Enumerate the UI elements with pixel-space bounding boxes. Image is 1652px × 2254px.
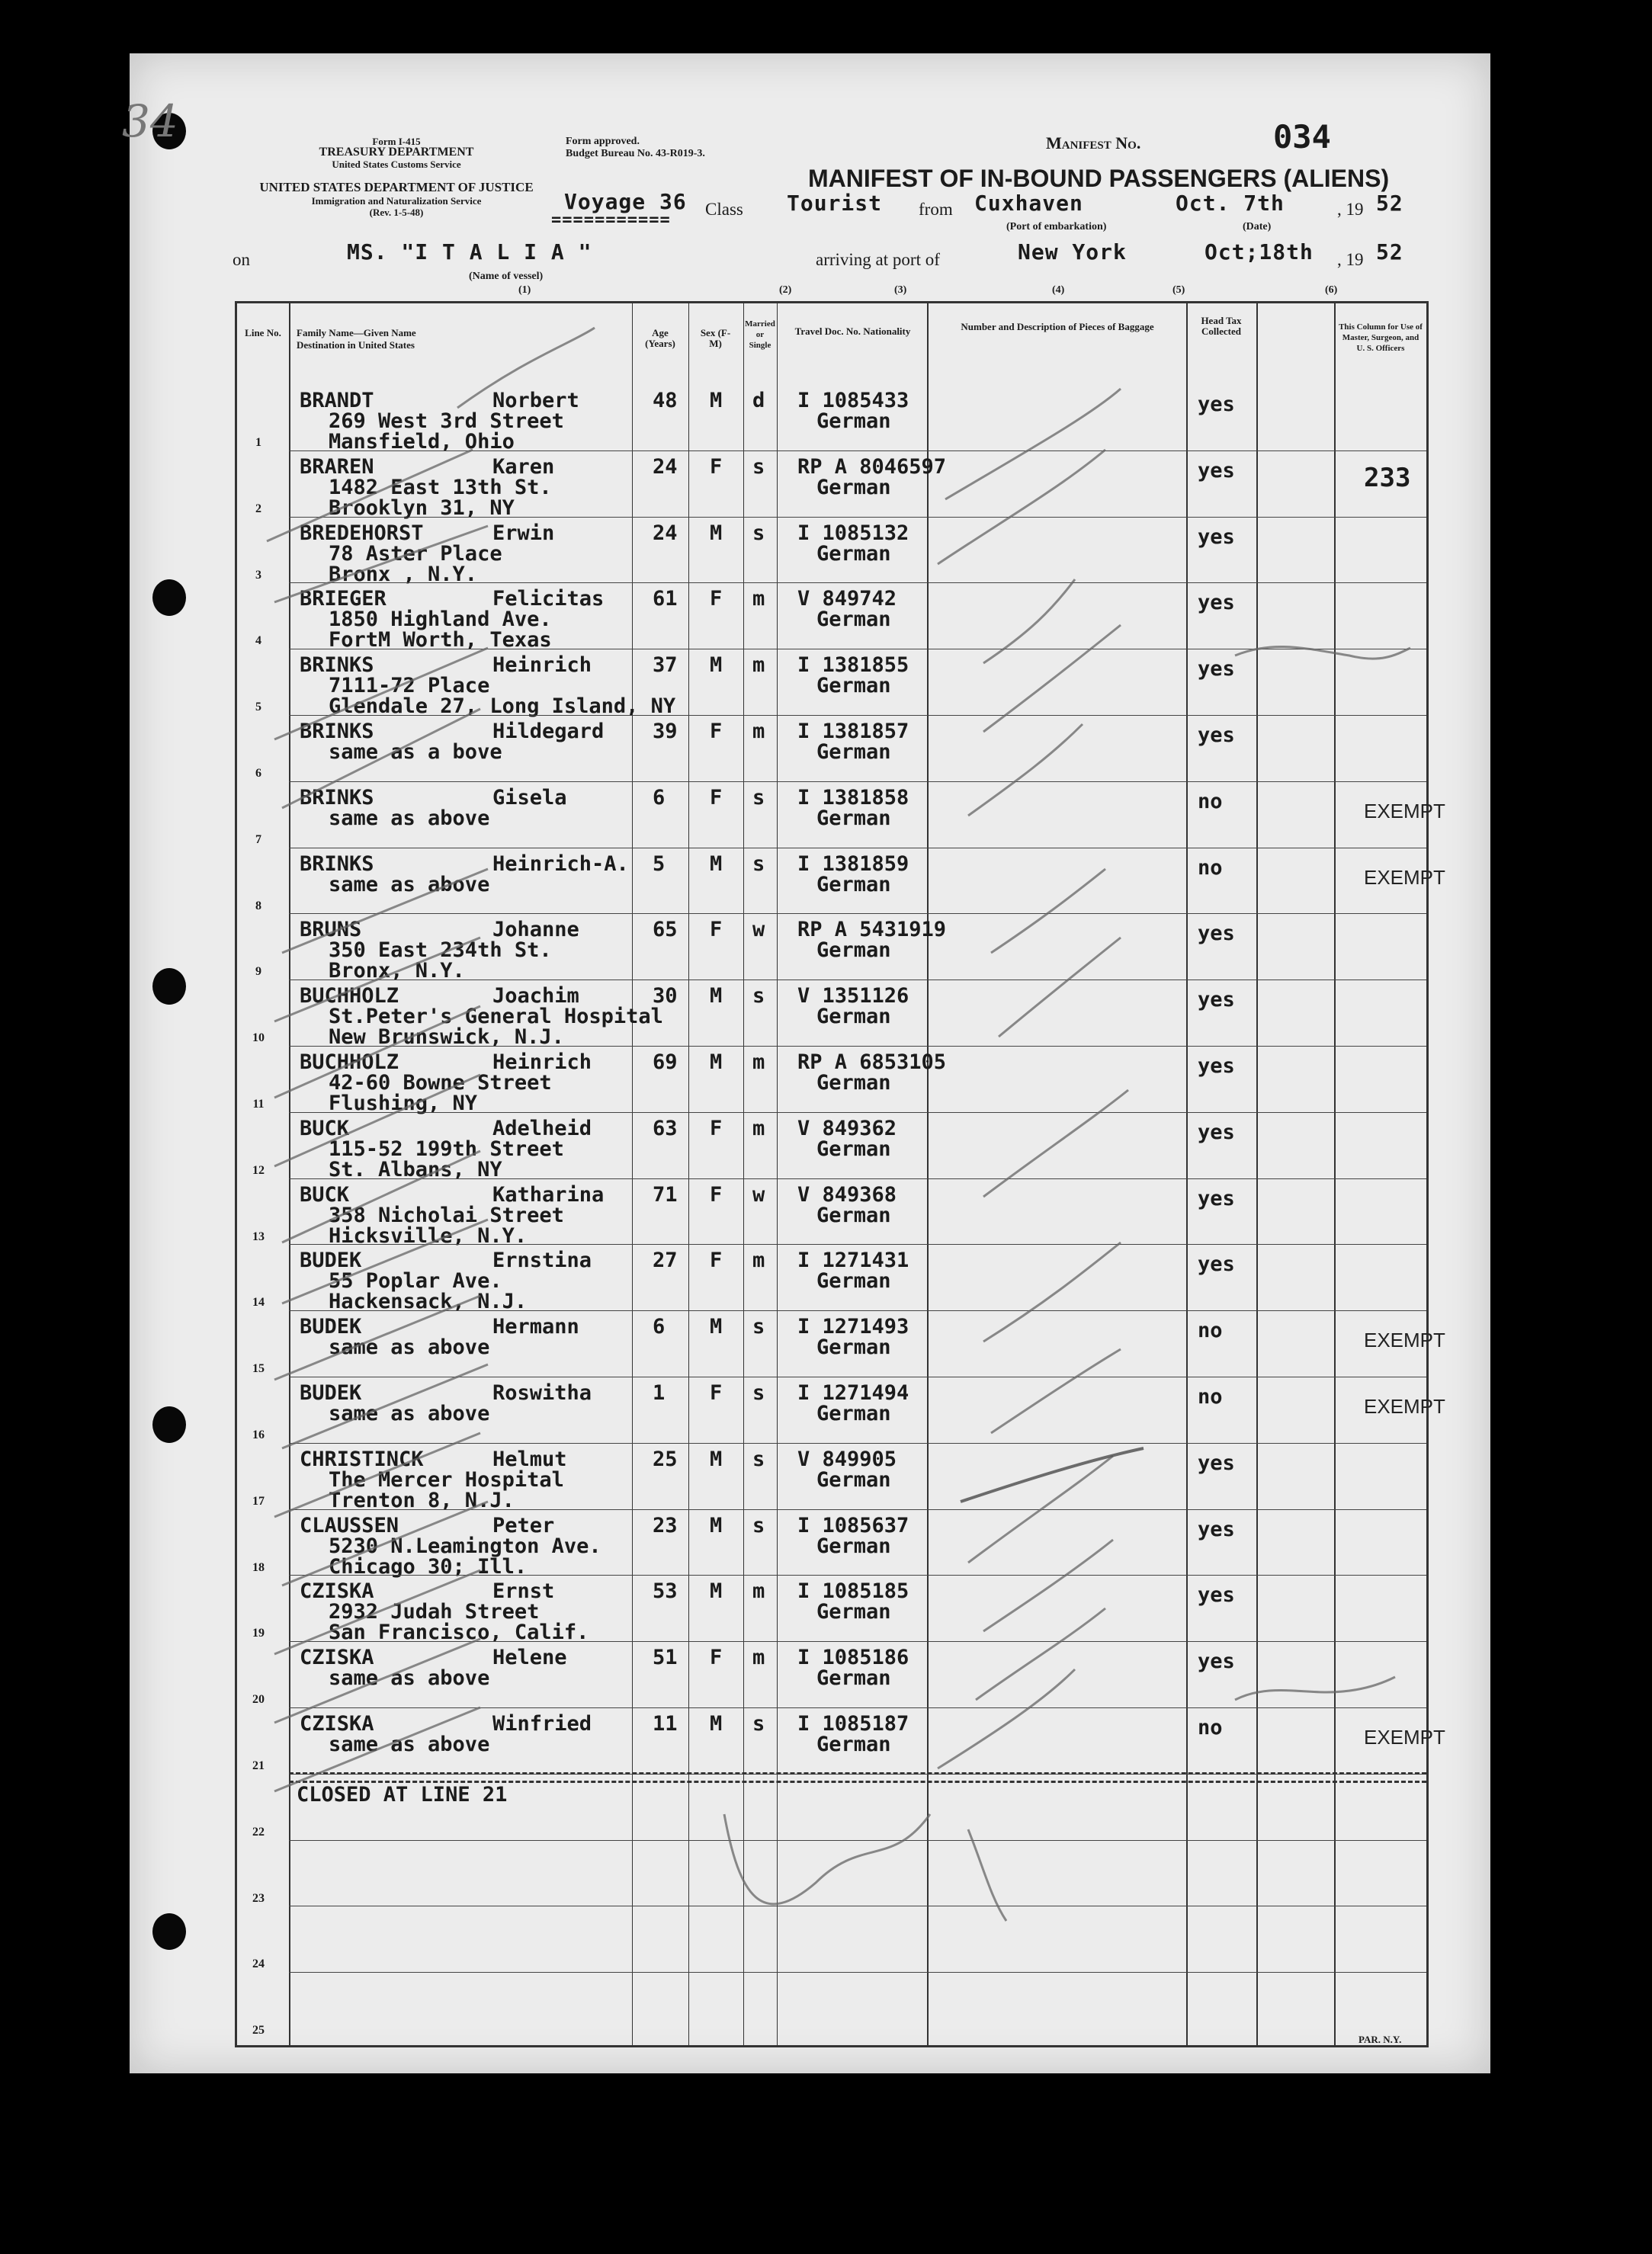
nationality: German: [816, 872, 891, 896]
age: 5: [653, 851, 666, 876]
col-ref-4: (4): [1052, 284, 1065, 296]
nationality: German: [816, 1467, 891, 1492]
address-line-2: St. Albans, NY: [329, 1157, 502, 1182]
travel-doc-no: V 1351126: [797, 984, 909, 1008]
head-tax: yes: [1198, 1252, 1235, 1277]
marital-status: s: [752, 1513, 765, 1537]
line-number: 25: [252, 2024, 265, 2038]
marital-status: m: [752, 1646, 765, 1670]
address-line-2: Trenton 8, N.J.: [329, 1488, 515, 1512]
address-line-2: Chicago 30; Ill.: [329, 1554, 528, 1579]
line-number: 5: [255, 701, 261, 714]
head-tax: yes: [1198, 922, 1235, 946]
age: 25: [653, 1447, 678, 1471]
nationality: German: [816, 1335, 891, 1360]
nationality: German: [816, 1666, 891, 1691]
address-line-1: 78 Aster Place: [329, 541, 502, 566]
address-line-2: Mansfield, Ohio: [329, 430, 515, 454]
travel-doc-no: I 1085637: [797, 1513, 909, 1537]
header-head-tax: Head Tax Collected: [1201, 315, 1242, 337]
head-tax: yes: [1198, 458, 1235, 483]
address-line-1: same as above: [329, 806, 490, 830]
given-name: Heinrich: [492, 653, 592, 678]
nationality: German: [816, 938, 891, 963]
marital-status: s: [752, 785, 765, 810]
marital-status: w: [752, 918, 765, 942]
line-number: 3: [255, 568, 261, 582]
given-name: Hildegard: [492, 720, 605, 743]
port-of-embarkation: Cuxhaven: [974, 191, 1083, 216]
sex: F: [710, 1116, 723, 1140]
nationality: German: [816, 806, 891, 830]
family-name: BRINKS: [300, 851, 374, 876]
given-name: Ernst: [492, 1579, 555, 1604]
date-caption: (Date): [1243, 221, 1272, 232]
arrival-date: Oct;18th: [1205, 239, 1314, 265]
arrival-port: New York: [1018, 239, 1127, 265]
line-number: 22: [252, 1825, 265, 1839]
line-number: 15: [252, 1362, 265, 1376]
header-married: Married or Single: [745, 319, 775, 350]
sex: M: [710, 389, 723, 412]
marital-status: s: [752, 1315, 765, 1339]
customs-service: United States Customs Service: [332, 159, 461, 170]
nationality: German: [816, 1137, 891, 1161]
travel-doc-no: I 1271431: [797, 1249, 909, 1273]
age: 27: [653, 1249, 678, 1273]
header-line-no: Line No.: [245, 327, 281, 338]
treasury-dept: TREASURY DEPARTMENT: [319, 146, 474, 159]
family-name: BUCHHOLZ: [300, 1050, 399, 1074]
address-line-2: Flushing, NY: [329, 1092, 478, 1115]
col-ref-3: (3): [894, 284, 907, 296]
marital-status: s: [752, 521, 765, 545]
nationality: German: [816, 409, 891, 433]
handwritten-checkmarks: [130, 53, 1490, 2073]
age: 1: [653, 1381, 666, 1405]
address-line-1: 2932 Judah Street: [329, 1600, 540, 1624]
address-line-1: same as above: [329, 1402, 490, 1425]
head-tax: yes: [1198, 1186, 1235, 1210]
age: 53: [653, 1579, 678, 1604]
sex: M: [710, 1579, 723, 1604]
head-tax: yes: [1198, 1517, 1235, 1541]
from-label: from: [919, 200, 953, 219]
travel-doc-no: I 1381857: [797, 720, 909, 743]
budget-bureau: Budget Bureau No. 43-R019-3.: [566, 148, 705, 159]
officer-note: 233: [1364, 462, 1411, 493]
nationality: German: [816, 1534, 891, 1558]
embark-caption: (Port of embarkation): [1006, 221, 1107, 232]
line-number: 7: [255, 832, 261, 846]
age: 48: [653, 389, 678, 412]
head-tax: no: [1198, 1319, 1223, 1343]
family-name: CLAUSSEN: [300, 1513, 399, 1537]
marital-status: s: [752, 1712, 765, 1736]
family-name: BRINKS: [300, 720, 374, 743]
embark-year: 52: [1376, 191, 1403, 216]
marital-status: m: [752, 653, 765, 678]
sex: F: [710, 454, 723, 479]
address-line-2: Hicksville, N.Y.: [329, 1223, 528, 1248]
header-age: Age (Years): [645, 327, 675, 349]
sex: F: [710, 720, 723, 743]
address-line-2: Bronx, N.Y.: [329, 959, 465, 983]
address-line-1: same as above: [329, 1666, 490, 1691]
address-line-1: 1850 Highland Ave.: [329, 608, 552, 632]
given-name: Norbert: [492, 389, 579, 412]
exempt-stamp: EXEMPT: [1364, 1395, 1445, 1418]
age: 63: [653, 1116, 678, 1140]
address-line-1: 55 Poplar Ave.: [329, 1269, 502, 1294]
given-name: Heinrich: [492, 1050, 592, 1074]
form-number: Form I-415: [372, 136, 421, 147]
arriving-label: arriving at port of: [816, 250, 940, 269]
footer-printer: PAR. N.Y.: [1358, 2034, 1402, 2045]
given-name: Adelheid: [492, 1116, 592, 1140]
address-line-2: San Francisco, Calif.: [329, 1621, 589, 1645]
family-name: BRINKS: [300, 785, 374, 810]
address-line-1: 269 West 3rd Street: [329, 409, 564, 433]
form-approved: Form approved.: [566, 136, 640, 147]
line-number: 13: [252, 1230, 265, 1243]
marital-status: m: [752, 1249, 765, 1273]
sex: M: [710, 1447, 723, 1471]
address-line-1: 358 Nicholai Street: [329, 1203, 564, 1227]
address-line-1: 350 East 234th St.: [329, 938, 552, 963]
header-baggage: Number and Description of Pieces of Baggage: [961, 321, 1154, 332]
line-number: 11: [252, 1098, 265, 1111]
address-line-2: Glendale 27, Long Island, NY: [329, 694, 676, 719]
head-tax: yes: [1198, 657, 1235, 681]
nationality: German: [816, 740, 891, 764]
marital-status: w: [752, 1182, 765, 1207]
manifest-number: 034: [1273, 118, 1331, 156]
address-line-2: New Brunswick, N.J.: [329, 1025, 564, 1050]
travel-doc-no: I 1381859: [797, 851, 909, 876]
address-line-1: The Mercer Hospital: [329, 1467, 564, 1492]
marital-status: s: [752, 454, 765, 479]
travel-doc-no: I 1271494: [797, 1381, 909, 1405]
head-tax: yes: [1198, 723, 1235, 747]
head-tax: no: [1198, 789, 1223, 813]
address-line-1: same as a bove: [329, 740, 502, 764]
given-name: Heinrich-A.: [492, 851, 629, 876]
head-tax: no: [1198, 1716, 1223, 1739]
sex: M: [710, 1315, 723, 1339]
age: 6: [653, 1315, 666, 1339]
marital-status: m: [752, 587, 765, 611]
sex: M: [710, 984, 723, 1008]
address-line-1: St.Peter's General Hospital: [329, 1005, 663, 1029]
travel-doc-no: V 849905: [797, 1447, 897, 1471]
nationality: German: [816, 1203, 891, 1227]
nationality: German: [816, 1600, 891, 1624]
line-number: 21: [252, 1759, 265, 1772]
family-name: BRIEGER: [300, 587, 387, 611]
given-name: Winfried: [492, 1712, 592, 1736]
header-officers: This Column for Use of Master, Surgeon, and U. S. Officers: [1339, 322, 1423, 353]
line-number: 20: [252, 1693, 265, 1707]
nationality: German: [816, 674, 891, 698]
family-name: CZISKA: [300, 1712, 374, 1736]
sex: M: [710, 1712, 723, 1736]
travel-doc-no: I 1085185: [797, 1579, 909, 1604]
address-line-2: FortM Worth, Texas: [329, 628, 552, 652]
age: 30: [653, 984, 678, 1008]
travel-doc-no: I 1085187: [797, 1712, 909, 1736]
line-number: 17: [252, 1494, 265, 1508]
head-tax: no: [1198, 855, 1223, 880]
family-name: BUCHHOLZ: [300, 984, 399, 1008]
col-ref-6: (6): [1325, 284, 1338, 296]
travel-doc-no: RP A 6853105: [797, 1050, 947, 1074]
family-name: BREDEHORST: [300, 521, 424, 545]
nationality: German: [816, 1733, 891, 1756]
col-ref-2: (2): [779, 284, 792, 296]
manifest-page: [122, 53, 1490, 2073]
family-name: BUCK: [300, 1116, 350, 1140]
sex: M: [710, 1513, 723, 1537]
line-number: 12: [252, 1163, 265, 1177]
head-tax: yes: [1198, 1054, 1235, 1078]
address-line-2: Hackensack, N.J.: [329, 1290, 528, 1314]
line-number: 2: [255, 502, 261, 515]
travel-doc-no: I 1271493: [797, 1315, 909, 1339]
age: 51: [653, 1646, 678, 1670]
given-name: Roswitha: [492, 1381, 592, 1405]
embark-date: Oct. 7th: [1176, 191, 1285, 216]
address-line-1: 5230 N.Leamington Ave.: [329, 1534, 601, 1558]
given-name: Felicitas: [492, 587, 605, 611]
given-name: Helmut: [492, 1447, 567, 1471]
ins-title: Immigration and Naturalization Service: [311, 195, 482, 207]
closed-at-line: CLOSED AT LINE 21: [297, 1782, 508, 1807]
age: 11: [653, 1712, 678, 1736]
sex: M: [710, 851, 723, 876]
travel-doc-no: I 1085132: [797, 521, 909, 545]
marital-status: s: [752, 1447, 765, 1471]
sex: F: [710, 1182, 723, 1207]
nationality: German: [816, 1071, 891, 1095]
travel-doc-no: V 849362: [797, 1116, 897, 1140]
header-destination: Destination in United States: [297, 339, 415, 351]
sex: F: [710, 785, 723, 810]
age: 71: [653, 1182, 678, 1207]
age: 6: [653, 785, 666, 810]
marital-status: s: [752, 851, 765, 876]
sex: F: [710, 587, 723, 611]
line-number: 16: [252, 1428, 265, 1441]
year-prefix: , 19: [1337, 200, 1364, 219]
head-tax: yes: [1198, 591, 1235, 615]
head-tax: yes: [1198, 393, 1235, 416]
header-name: Family Name—Given Name: [297, 327, 416, 338]
family-name: BRANDT: [300, 389, 374, 412]
age: 65: [653, 918, 678, 942]
nationality: German: [816, 541, 891, 566]
manifest-no-label: Manifest No.: [1046, 133, 1141, 152]
family-name: BRAREN: [300, 454, 374, 479]
family-name: BRINKS: [300, 653, 374, 678]
head-tax: no: [1198, 1385, 1223, 1409]
header-travel-doc: Travel Doc. No. Nationality: [794, 325, 911, 337]
col-ref-1: (1): [518, 284, 531, 296]
travel-doc-no: I 1381858: [797, 785, 909, 810]
exempt-stamp: EXEMPT: [1364, 1329, 1445, 1352]
given-name: Johanne: [492, 918, 579, 942]
address-line-2: Bronx , N.Y.: [329, 562, 478, 586]
travel-doc-no: RP A 8046597: [797, 454, 947, 479]
line-number: 1: [255, 436, 261, 449]
revision: (Rev. 1-5-48): [369, 207, 424, 218]
exempt-stamp: EXEMPT: [1364, 1726, 1445, 1749]
nationality: German: [816, 1269, 891, 1294]
family-name: BUDEK: [300, 1315, 362, 1339]
given-name: Erwin: [492, 521, 555, 545]
sex: F: [710, 1646, 723, 1670]
year-prefix: , 19: [1337, 250, 1364, 269]
family-name: BUCK: [300, 1182, 350, 1207]
line-number: 24: [252, 1957, 265, 1971]
age: 24: [653, 521, 678, 545]
sex: M: [710, 521, 723, 545]
line-number: 6: [255, 767, 261, 780]
line-number: 18: [252, 1560, 265, 1574]
given-name: Peter: [492, 1513, 555, 1537]
family-name: CHRISTINCK: [300, 1447, 424, 1471]
address-line-1: 7111-72 Place: [329, 674, 490, 698]
nationality: German: [816, 475, 891, 499]
family-name: CZISKA: [300, 1579, 374, 1604]
line-number: 8: [255, 899, 261, 912]
head-tax: yes: [1198, 1451, 1235, 1475]
head-tax: yes: [1198, 988, 1235, 1012]
family-name: BUDEK: [300, 1249, 362, 1273]
class-label: Class: [705, 200, 743, 219]
address-line-1: same as above: [329, 1733, 490, 1756]
exempt-stamp: EXEMPT: [1364, 799, 1445, 822]
vessel-name: MS. "I T A L I A ": [347, 239, 592, 265]
given-name: Joachim: [492, 984, 579, 1008]
exempt-stamp: EXEMPT: [1364, 865, 1445, 889]
address-line-1: 42-60 Bowne Street: [329, 1071, 552, 1095]
sex: M: [710, 653, 723, 678]
travel-doc-no: I 1381855: [797, 653, 909, 678]
given-name: Karen: [492, 454, 555, 479]
marital-status: m: [752, 720, 765, 743]
line-number: 9: [255, 965, 261, 979]
manifest-title: MANIFEST OF IN-BOUND PASSENGERS (ALIENS): [808, 165, 1390, 192]
doj-title: UNITED STATES DEPARTMENT OF JUSTICE: [259, 180, 534, 194]
sex: F: [710, 1381, 723, 1405]
given-name: Gisela: [492, 785, 567, 810]
line-number: 14: [252, 1296, 265, 1310]
sex: M: [710, 1050, 723, 1074]
address-line-1: 115-52 199th Street: [329, 1137, 564, 1161]
age: 24: [653, 454, 678, 479]
address-line-1: same as above: [329, 1335, 490, 1360]
on-label: on: [233, 250, 250, 269]
given-name: Hermann: [492, 1315, 579, 1339]
nationality: German: [816, 1005, 891, 1029]
given-name: Ernstina: [492, 1249, 592, 1273]
nationality: German: [816, 1402, 891, 1425]
age: 23: [653, 1513, 678, 1537]
family-name: BRUNS: [300, 918, 362, 942]
given-name: Katharina: [492, 1182, 605, 1207]
travel-doc-no: I 1085186: [797, 1646, 909, 1670]
marital-status: s: [752, 1381, 765, 1405]
marital-status: s: [752, 984, 765, 1008]
nationality: German: [816, 608, 891, 632]
address-line-2: Brooklyn 31, NY: [329, 495, 515, 520]
head-tax: yes: [1198, 1120, 1235, 1144]
age: 61: [653, 587, 678, 611]
line-number: 4: [255, 634, 261, 648]
marital-status: m: [752, 1116, 765, 1140]
header-sex: Sex (F-M): [700, 327, 731, 349]
sex: F: [710, 918, 723, 942]
age: 39: [653, 720, 678, 743]
class-value: Tourist: [787, 191, 883, 216]
address-line-1: 1482 East 13th St.: [329, 475, 552, 499]
marital-status: d: [752, 389, 765, 412]
age: 37: [653, 653, 678, 678]
family-name: BUDEK: [300, 1381, 362, 1405]
line-number: 19: [252, 1627, 265, 1640]
travel-doc-no: RP A 5431919: [797, 918, 947, 942]
head-tax: yes: [1198, 1650, 1235, 1674]
family-name: CZISKA: [300, 1646, 374, 1670]
vessel-caption: (Name of vessel): [469, 271, 544, 282]
marital-status: m: [752, 1050, 765, 1074]
marital-status: m: [752, 1579, 765, 1604]
age: 69: [653, 1050, 678, 1074]
head-tax: yes: [1198, 524, 1235, 549]
address-line-1: same as above: [329, 872, 490, 896]
line-number: 10: [252, 1031, 265, 1045]
margin-mark: 34: [122, 95, 178, 147]
travel-doc-no: I 1085433: [797, 389, 909, 412]
voyage: Voyage 36: [564, 189, 687, 214]
arrival-year: 52: [1376, 239, 1403, 265]
col-ref-5: (5): [1172, 284, 1185, 296]
travel-doc-no: V 849742: [797, 587, 897, 611]
head-tax: yes: [1198, 1583, 1235, 1608]
line-number: 23: [252, 1891, 265, 1905]
given-name: Helene: [492, 1646, 567, 1670]
voyage-underline: ===========: [551, 210, 671, 229]
sex: F: [710, 1249, 723, 1273]
travel-doc-no: V 849368: [797, 1182, 897, 1207]
